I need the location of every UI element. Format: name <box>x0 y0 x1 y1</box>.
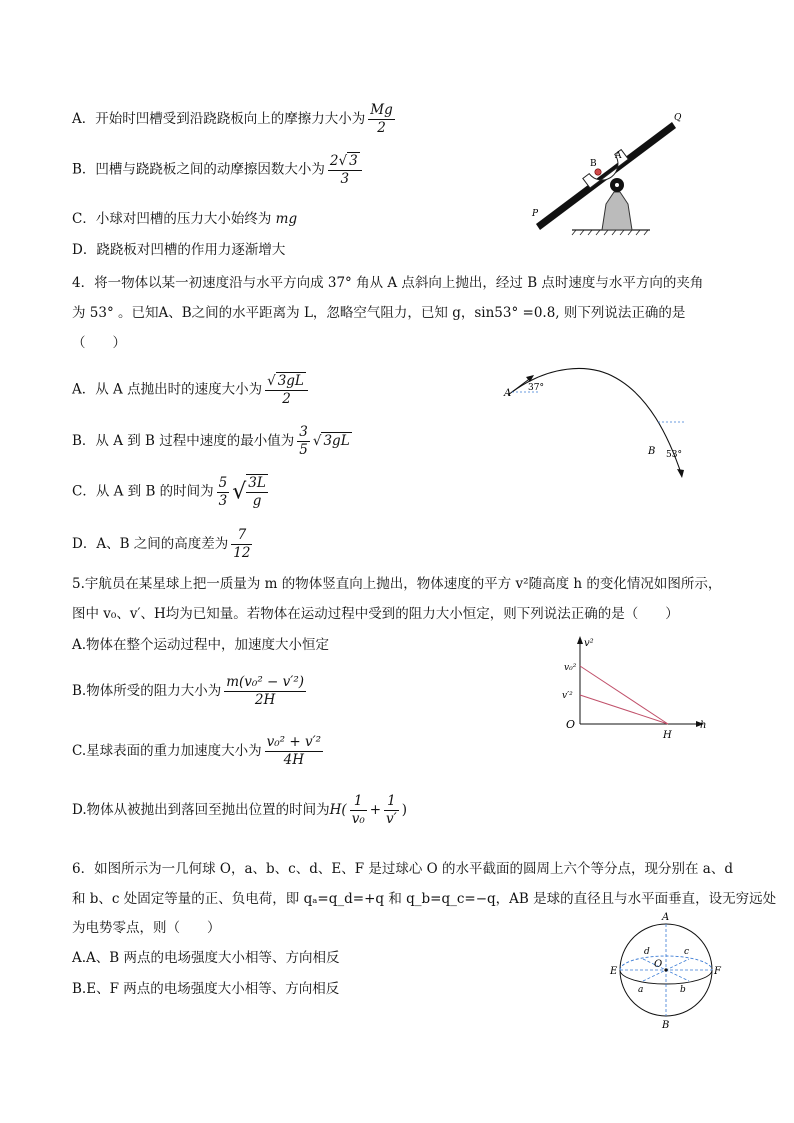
label-b-point: b <box>680 985 686 995</box>
frac-den: 3 <box>218 492 228 509</box>
q4-option-d-text: D．A、B 之间的高度差为 <box>72 536 229 552</box>
frac-den: v′ <box>386 811 397 827</box>
q4-option-a-fraction <box>265 372 308 408</box>
q4-option-c-radicand <box>246 474 268 510</box>
q3-option-a-text: A．开始时凹槽受到沿跷跷板向上的摩擦力大小为 <box>72 111 366 127</box>
q3-option-d[interactable] <box>72 238 285 258</box>
frac-den: 4H <box>283 752 305 768</box>
label-a: A <box>504 388 512 399</box>
label-e: E <box>610 966 618 977</box>
frac-num: 3 <box>299 424 308 440</box>
q4-option-b-text: B．从 A 到 B 过程中速度的最小值为 <box>72 433 295 449</box>
q5-option-d-frac2 <box>384 793 399 828</box>
frac-num <box>328 152 362 171</box>
label-o: O <box>654 959 663 970</box>
q4-trajectory-figure <box>498 362 698 487</box>
q4-answer-blank: （ ） <box>72 335 126 351</box>
frac-den: 3 <box>340 171 350 187</box>
v2-axis-arrow <box>577 636 583 644</box>
q4-stem-line2: 为 53° 。已知A、B之间的水平距离为 L，忽略空气阻力，已知 g，sin53° =0.8, 则下列说法正确的是 <box>72 305 686 321</box>
q5-stem-line1: 5.宇航员在某星球上把一质量为 m 的物体竖直向上抛出，物体速度的平方 v²随高度 h 的变化情况如图所示， <box>72 576 722 592</box>
q3-option-c-value: mg <box>275 211 298 227</box>
label-angle-53: 53° <box>666 450 682 460</box>
q4-option-c-fraction <box>217 475 230 510</box>
q5-v2-h-graph <box>560 632 710 742</box>
label-vprime-squared: v′² <box>562 691 573 701</box>
q6-stem-line1: 6．如图所示为一几何球 O，a、b、c、d、E、F 是过球心 O 的水平截面的圆周上六个等分点，现分别在 a、d <box>72 861 733 877</box>
frac-den: 2H <box>254 692 276 708</box>
frac-den: 2 <box>377 120 386 136</box>
frac-num: 1 <box>384 793 399 811</box>
q3-option-b-text: B．凹槽与跷跷板之间的动摩擦因数大小为 <box>72 161 325 178</box>
q3-option-c[interactable] <box>72 207 297 227</box>
label-b: B <box>590 159 597 169</box>
q4-option-d-fraction <box>231 527 252 562</box>
q4-option-b-fraction <box>297 424 310 459</box>
q3-option-c-text: C．小球对凹槽的压力大小始终为 <box>72 211 272 227</box>
q6-sphere-figure <box>608 910 732 1032</box>
upward-line <box>580 666 668 724</box>
label-c-point: c <box>684 947 690 957</box>
sqrt-sign: √ <box>267 373 276 389</box>
q4-option-a[interactable] <box>72 372 311 408</box>
frac-num: 1 <box>350 793 367 811</box>
downward-line <box>580 695 668 724</box>
frac-den: v₀ <box>351 811 365 827</box>
label-h-axis: h <box>700 720 707 731</box>
q5-option-d[interactable] <box>72 793 407 828</box>
frac-den: 5 <box>299 442 308 458</box>
label-f: F <box>714 966 721 977</box>
q5-option-d-h: H( <box>329 802 347 818</box>
frac-num: Mg <box>370 102 393 118</box>
q5-option-c-text: C.星球表面的重力加速度大小为 <box>72 743 262 759</box>
q4-option-d[interactable] <box>72 527 255 562</box>
q3-option-a[interactable] <box>72 102 398 137</box>
label-origin: O <box>566 718 576 731</box>
label-h-max: H <box>663 730 672 741</box>
trajectory-end-arrow <box>677 469 684 478</box>
q5-option-d-text: D.物体从被抛出到落回至抛出位置的时间为 <box>72 802 330 818</box>
frac-den: g <box>252 493 262 509</box>
frac-num: v₀² + v′² <box>266 734 322 750</box>
q6-stem-line2: 和 b、c 处固定等量的正、负电荷，即 qₐ=q_d=+q 和 q_b=q_c=−q，AB 是球的直径且与水平面垂直，设无穷远处 <box>72 891 777 907</box>
q5-option-b-text: B.物体所受的阻力大小为 <box>72 683 222 699</box>
q5-option-d-frac1 <box>350 793 367 828</box>
plus-sign: + <box>369 802 382 818</box>
q5-option-b[interactable] <box>72 674 309 709</box>
q4-option-c-text: C．从 A 到 B 的时间为 <box>72 483 214 500</box>
q5-stem-line2: 图中 v₀、v′、H均为已知量。若物体在运动过程中受到的阻力大小恒定，则下列说法正确的是（ ） <box>72 606 679 622</box>
ground-hatch <box>572 230 648 235</box>
frac-num <box>265 372 308 391</box>
pivot-pedestal <box>602 192 632 230</box>
q6-option-a[interactable]: A.A、B 两点的电场强度大小相等、方向相反 <box>72 950 340 966</box>
small-ball <box>595 169 601 175</box>
label-d-point: d <box>644 947 650 957</box>
sqrt-sign: √ <box>338 153 348 169</box>
q4-option-b[interactable] <box>72 424 352 459</box>
radicand: 3gL <box>277 373 304 389</box>
frac-num: 7 <box>231 527 252 545</box>
coef: 2 <box>329 153 339 169</box>
close-paren: ) <box>401 802 408 818</box>
q4-option-a-text: A．从 A 点抛出时的速度大小为 <box>72 381 263 398</box>
radicand: 3 <box>349 153 358 169</box>
label-a: A <box>615 151 622 161</box>
q3-seesaw-figure <box>526 108 696 238</box>
q3-option-a-fraction <box>368 102 394 137</box>
label-v2: v² <box>584 638 594 649</box>
q5-option-a[interactable]: A.物体在整个运动过程中，加速度大小恒定 <box>72 637 330 653</box>
label-angle-37: 37° <box>528 383 544 393</box>
label-p: P <box>532 209 539 219</box>
q3-option-b-fraction <box>328 152 362 188</box>
q3-option-d-text: D．跷跷板对凹槽的作用力逐渐增大 <box>72 242 286 258</box>
radicand: 3gL <box>323 433 350 449</box>
q4-option-c[interactable] <box>72 474 271 510</box>
frac-num: 5 <box>218 474 228 491</box>
q5-option-c[interactable] <box>72 734 326 769</box>
frac-num: 3L <box>248 475 266 491</box>
q4-stem-line1: 4．将一物体以某一初速度沿与水平方向成 37° 角从 A 点斜向上抛出，经过 B 点时速度与水平方向的夹角 <box>72 275 704 291</box>
sqrt-sign: √ <box>312 433 322 449</box>
q3-option-b[interactable] <box>72 152 365 188</box>
q6-stem-line3: 为电势零点，则（ ） <box>72 920 221 936</box>
center-o <box>664 968 667 971</box>
equator-back <box>620 956 712 970</box>
label-a-top: A <box>662 912 670 923</box>
q6-option-b[interactable]: B.E、F 两点的电场强度大小相等、方向相反 <box>72 981 340 997</box>
sqrt-sign: √ <box>232 479 247 505</box>
label-a-point: a <box>638 985 644 995</box>
q5-option-c-fraction <box>265 734 323 769</box>
frac-den: 2 <box>282 391 291 407</box>
label-b: B <box>648 446 656 457</box>
label-v0-squared: v₀² <box>564 663 577 673</box>
label-q: Q <box>674 113 682 123</box>
frac-num: m(v₀² − v′²) <box>226 674 305 690</box>
q5-option-b-fraction <box>224 674 306 709</box>
pivot-center <box>615 183 619 187</box>
label-b-bottom: B <box>662 1020 670 1031</box>
frac-den: 12 <box>233 545 251 561</box>
